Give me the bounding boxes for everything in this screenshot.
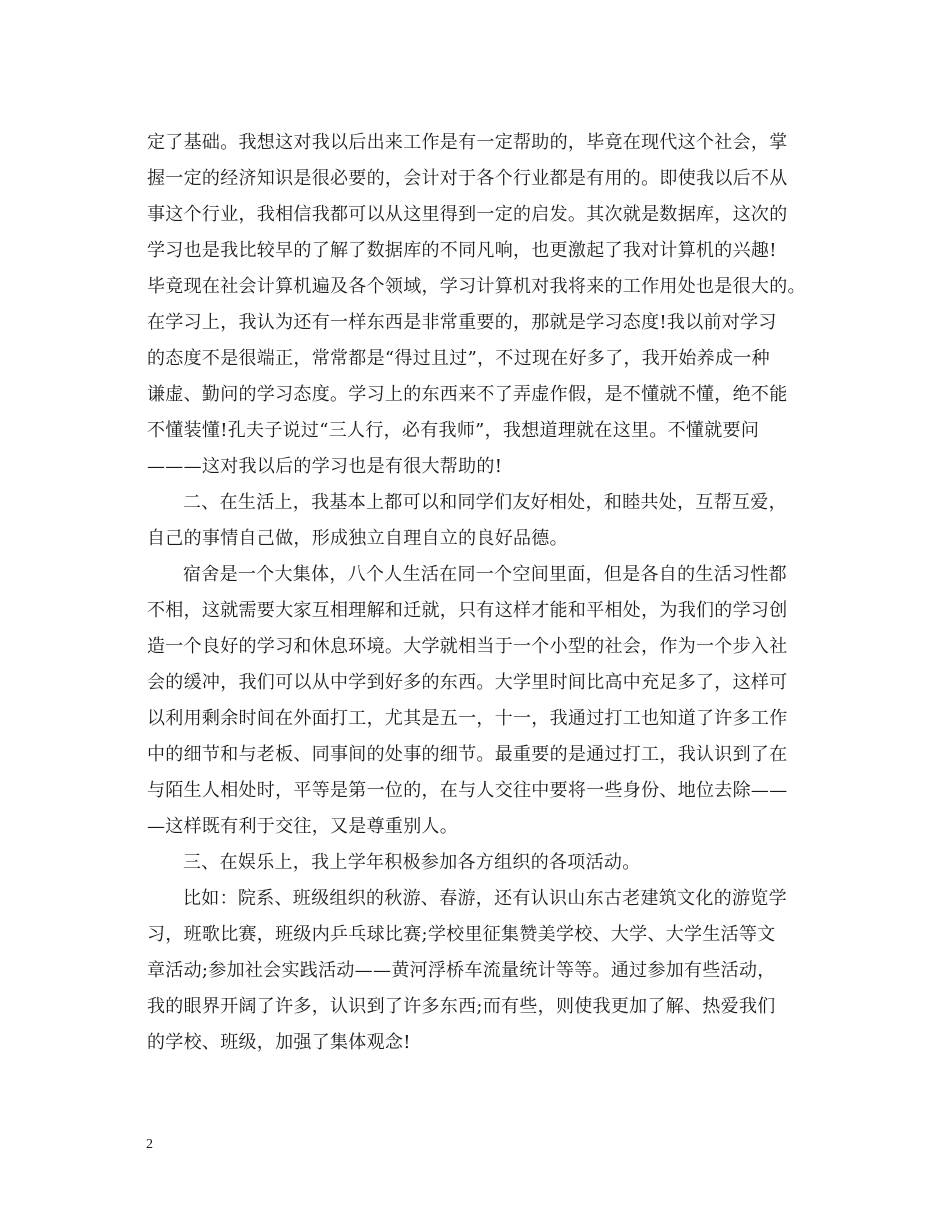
text-line: —这样既有利于交往，又是尊重别人。 [147, 816, 459, 837]
text-line: 章活动;参加社会实践活动——黄河浮桥车流量统计等等。通过参加有些活动， [147, 960, 776, 981]
text-line: 在学习上，我认为还有一样东西是非常重要的，那就是学习态度!我以前对学习 [147, 312, 777, 333]
text-line: 的态度不是很端正，常常都是“得过且过”，不过现在好多了，我开始养成一种 [147, 348, 770, 369]
text-line: 谦虚、勤问的学习态度。学习上的东西来不了弄虚作假，是不懂就不懂，绝不能 [147, 384, 788, 405]
text-line: 学习也是我比较早的了解了数据库的不同凡响，也更激起了我对计算机的兴趣! [147, 240, 777, 261]
text-line: 与陌生人相处时，平等是第一位的，在与人交往中要将一些身份、地位去除—— [147, 780, 788, 801]
text-line: 事这个行业，我相信我都可以从这里得到一定的启发。其次就是数据库，这次的 [147, 204, 788, 225]
text-line: 以利用剩余时间在外面打工，尤其是五一，十一，我通过打工也知道了许多工作 [147, 708, 788, 729]
text-line: 定了基础。我想这对我以后出来工作是有一定帮助的，毕竟在现代这个社会，掌 [147, 132, 788, 153]
text-line: 我的眼界开阔了许多，认识到了许多东西;而有些，则使我更加了解、热爱我们 [147, 996, 776, 1017]
page-number: 2 [146, 1137, 153, 1152]
paragraph-start-line: 三、在娱乐上，我上学年积极参加各方组织的各项活动。 [183, 852, 641, 873]
text-line: 不相，这就需要大家互相理解和迁就，只有这样才能和平相处，为我们的学习创 [147, 600, 788, 621]
text-line: 握一定的经济知识是很必要的，会计对于各个行业都是有用的。即使我以后不从 [147, 168, 788, 189]
paragraph-start-line: 二、在生活上，我基本上都可以和同学们友好相处，和睦共处，互帮互爱， [183, 492, 787, 513]
text-line: 自己的事情自己做，形成独立自理自立的良好品德。 [147, 528, 568, 549]
paragraph-start-line: 宿舍是一个大集体，八个人生活在同一个空间里面，但是各自的生活习性都 [183, 564, 787, 585]
text-line: 不懂装懂!孔夫子说过“三人行，必有我师”，我想道理就在这里。不懂就要问 [147, 420, 760, 441]
text-line: 毕竟现在社会计算机遍及各个领域，学习计算机对我将来的工作用处也是很大的。 [147, 276, 806, 297]
text-line: 习，班歌比赛，班级内乒乓球比赛;学校里征集赞美学校、大学、大学生活等文 [147, 924, 776, 945]
text-line: 会的缓冲，我们可以从中学到好多的东西。大学里时间比高中充足多了，这样可 [147, 672, 788, 693]
text-line: 造一个良好的学习和休息环境。大学就相当于一个小型的社会，作为一个步入社 [147, 636, 788, 657]
text-line: 的学校、班级，加强了集体观念! [147, 1032, 411, 1053]
paragraph-start-line: 比如：院系、班级组织的秋游、春游，还有认识山东古老建筑文化的游览学 [183, 888, 787, 909]
text-line: ———这对我以后的学习也是有很大帮助的! [147, 456, 503, 477]
text-line: 中的细节和与老板、同事间的处事的细节。最重要的是通过打工，我认识到了在 [147, 744, 788, 765]
